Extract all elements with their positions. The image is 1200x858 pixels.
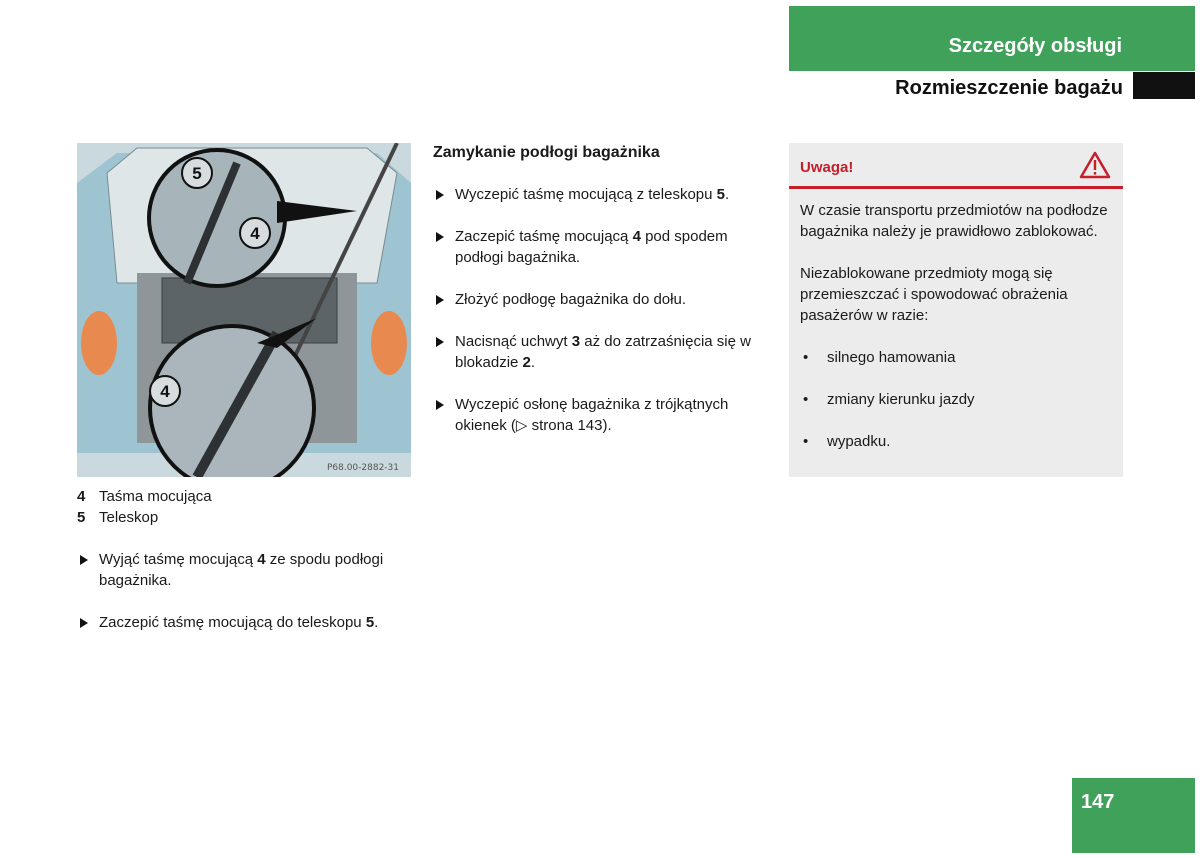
step-item: Złożyć podłogę bagażnika do dołu. — [433, 289, 763, 310]
svg-text:4: 4 — [250, 224, 260, 243]
step-item: Wyczepić taśmę mocującą z teleskopu 5. — [433, 184, 763, 205]
step-item: Zaczepić taśmę mocującą 4 pod spodem podłogi bagażnika. — [433, 226, 763, 268]
step-arrow-icon — [436, 190, 444, 200]
section-tab — [789, 6, 1195, 71]
callout-4-bottom — [150, 376, 180, 406]
step-item: Wyczepić osłonę bagażnika z trójkątnych okienek (▷ strona 143). — [433, 394, 763, 436]
page-number-tab — [1072, 778, 1195, 853]
legend-item: 5 Teleskop — [77, 509, 159, 526]
step-arrow-icon — [436, 232, 444, 242]
opening-steps — [77, 549, 417, 654]
callout-4-top — [240, 218, 270, 248]
warning-header — [789, 143, 1123, 189]
subsection-marker — [1133, 72, 1195, 99]
trunk-illustration — [77, 143, 411, 477]
page-ref-icon: ▷ — [515, 417, 528, 434]
step-item: Wyjąć taśmę mocującą 4 ze spodu podłogi bagażnika. — [77, 549, 417, 591]
legend-item: 4 Taśma mocująca — [77, 488, 212, 505]
step-item: Nacisnąć uchwyt 3 aż do zatrzaśnięcia się w blokadzie 2. — [433, 331, 763, 373]
page-number: 147 — [1081, 791, 1115, 813]
warning-paragraph: W czasie transportu przedmiotów na podłodze bagażnika należy je prawidłowo zablokować. — [800, 202, 1108, 240]
closing-steps — [433, 184, 763, 436]
step-arrow-icon — [436, 295, 444, 305]
step-arrow-icon — [436, 337, 444, 347]
svg-text:5: 5 — [192, 164, 202, 183]
list-item: • zmiany kierunku jazdy — [803, 391, 975, 408]
warning-paragraph: Niezablokowane przedmioty mogą się przemieszczać i spowodować obrażenia pasażerów w razie: — [800, 265, 1068, 324]
warning-box — [789, 143, 1123, 477]
closing-title: Zamykanie podłogi bagażnika — [433, 144, 660, 161]
section-title: Szczegóły obsługi — [948, 35, 1122, 57]
warning-triangle-icon — [1079, 151, 1111, 179]
step-item: Zaczepić taśmę mocującą do teleskopu 5. — [77, 612, 417, 633]
svg-text:4: 4 — [160, 382, 170, 401]
warning-label: Uwaga! — [800, 159, 854, 176]
figure-code: P68.00-2882-31 — [326, 463, 399, 473]
warning-list — [800, 347, 1111, 452]
step-arrow-icon — [436, 400, 444, 410]
trunk-illustration-drawing — [77, 143, 411, 477]
figure-legend — [77, 486, 212, 528]
warning-body — [789, 189, 1123, 452]
list-item: • silnego hamowania — [803, 349, 956, 366]
list-item: • wypadku. — [803, 433, 891, 450]
callout-5 — [182, 158, 212, 188]
step-arrow-icon — [80, 555, 88, 565]
closing-section — [433, 143, 763, 457]
step-arrow-icon — [80, 618, 88, 628]
subsection-title: Rozmieszczenie bagażu — [895, 77, 1123, 99]
